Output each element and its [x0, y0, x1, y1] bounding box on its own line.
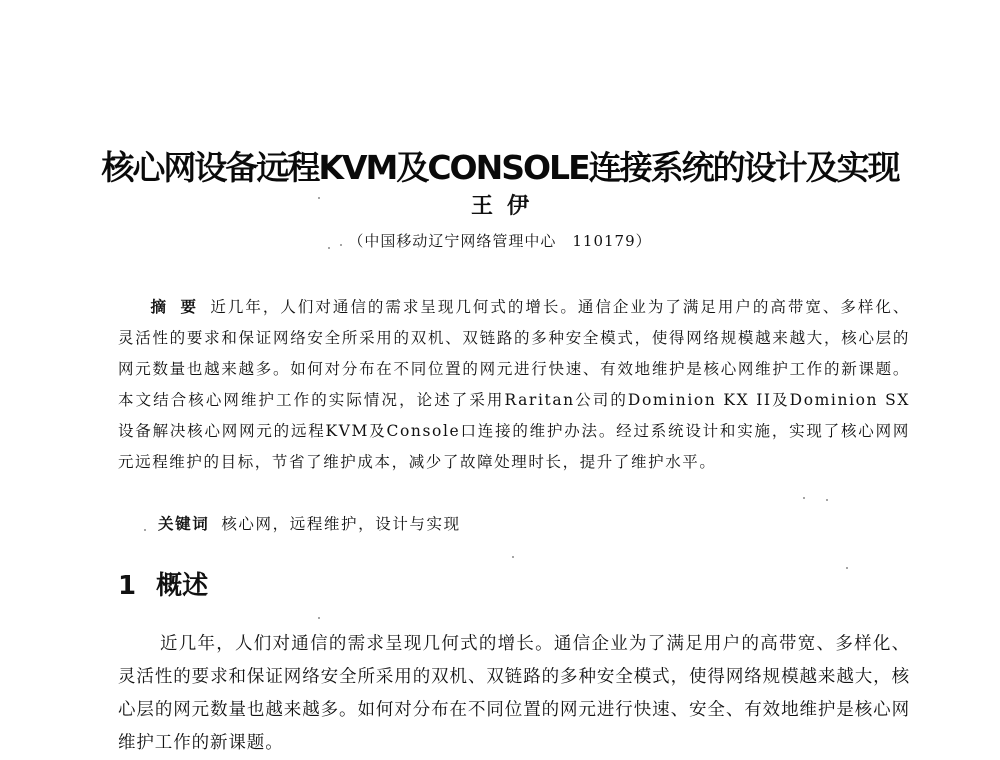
scan-speck — [328, 247, 330, 249]
scan-speck — [826, 499, 828, 501]
scan-speck — [846, 567, 848, 569]
author-name: 王伊 — [470, 194, 543, 219]
section-heading — [118, 566, 208, 606]
abstract-text: 近几年，人们对通信的需求呈现几何式的增长。通信企业为了满足用户的高带宽、多样化、灵活性的要求和保证网络安全所采用的双机、双链路的多种安全模式，使得网络规模越来越大，核心层的网元数量也越来越多。如何对分布在不同位置的网元进行快速、有效地维护是核心网维护工作的新课题。本文结合核心网维护工作的实际情况，论述了采用Raritan公司的Dominion KX II及Dominion SX设备解决核心网网元的远程KVM及Console口连接的维护办法。经过系统设计和实施，实现了核心网网元远程维护的目标，节省了维护成本，减少了故障处理时长，提升了维护水平。 — [118, 298, 910, 471]
keywords-text: 核心网，远程维护，设计与实现 — [221, 515, 461, 533]
scan-speck — [318, 617, 320, 619]
scan-speck — [144, 529, 146, 531]
keywords-label: 关键词 — [158, 515, 210, 533]
author-affiliation: （中国移动辽宁网络管理中心 110179） — [348, 232, 652, 250]
body-paragraph: 近几年，人们对通信的需求呈现几何式的增长。通信企业为了满足用户的高带宽、多样化、灵活性的要求和保证网络安全所采用的双机、双链路的多种安全模式，使得网络规模越来越大，核心层的网元数量也越来越多。如何对分布在不同位置的网元进行快速、安全、有效地维护是核心网维护工作的新课题。 — [118, 634, 910, 753]
scan-speck — [318, 197, 320, 199]
scan-speck — [512, 556, 514, 558]
scan-speck — [803, 497, 805, 499]
paper-title: 核心网设备远程KVM及CONSOLE连接系统的设计及实现 — [101, 148, 899, 187]
scan-speck — [340, 244, 342, 246]
section-title: 概述 — [156, 571, 209, 601]
keywords-line — [158, 509, 461, 540]
section-number: 1 — [118, 571, 137, 601]
abstract-paragraph — [118, 292, 910, 478]
abstract-label: 摘要 — [150, 298, 211, 316]
